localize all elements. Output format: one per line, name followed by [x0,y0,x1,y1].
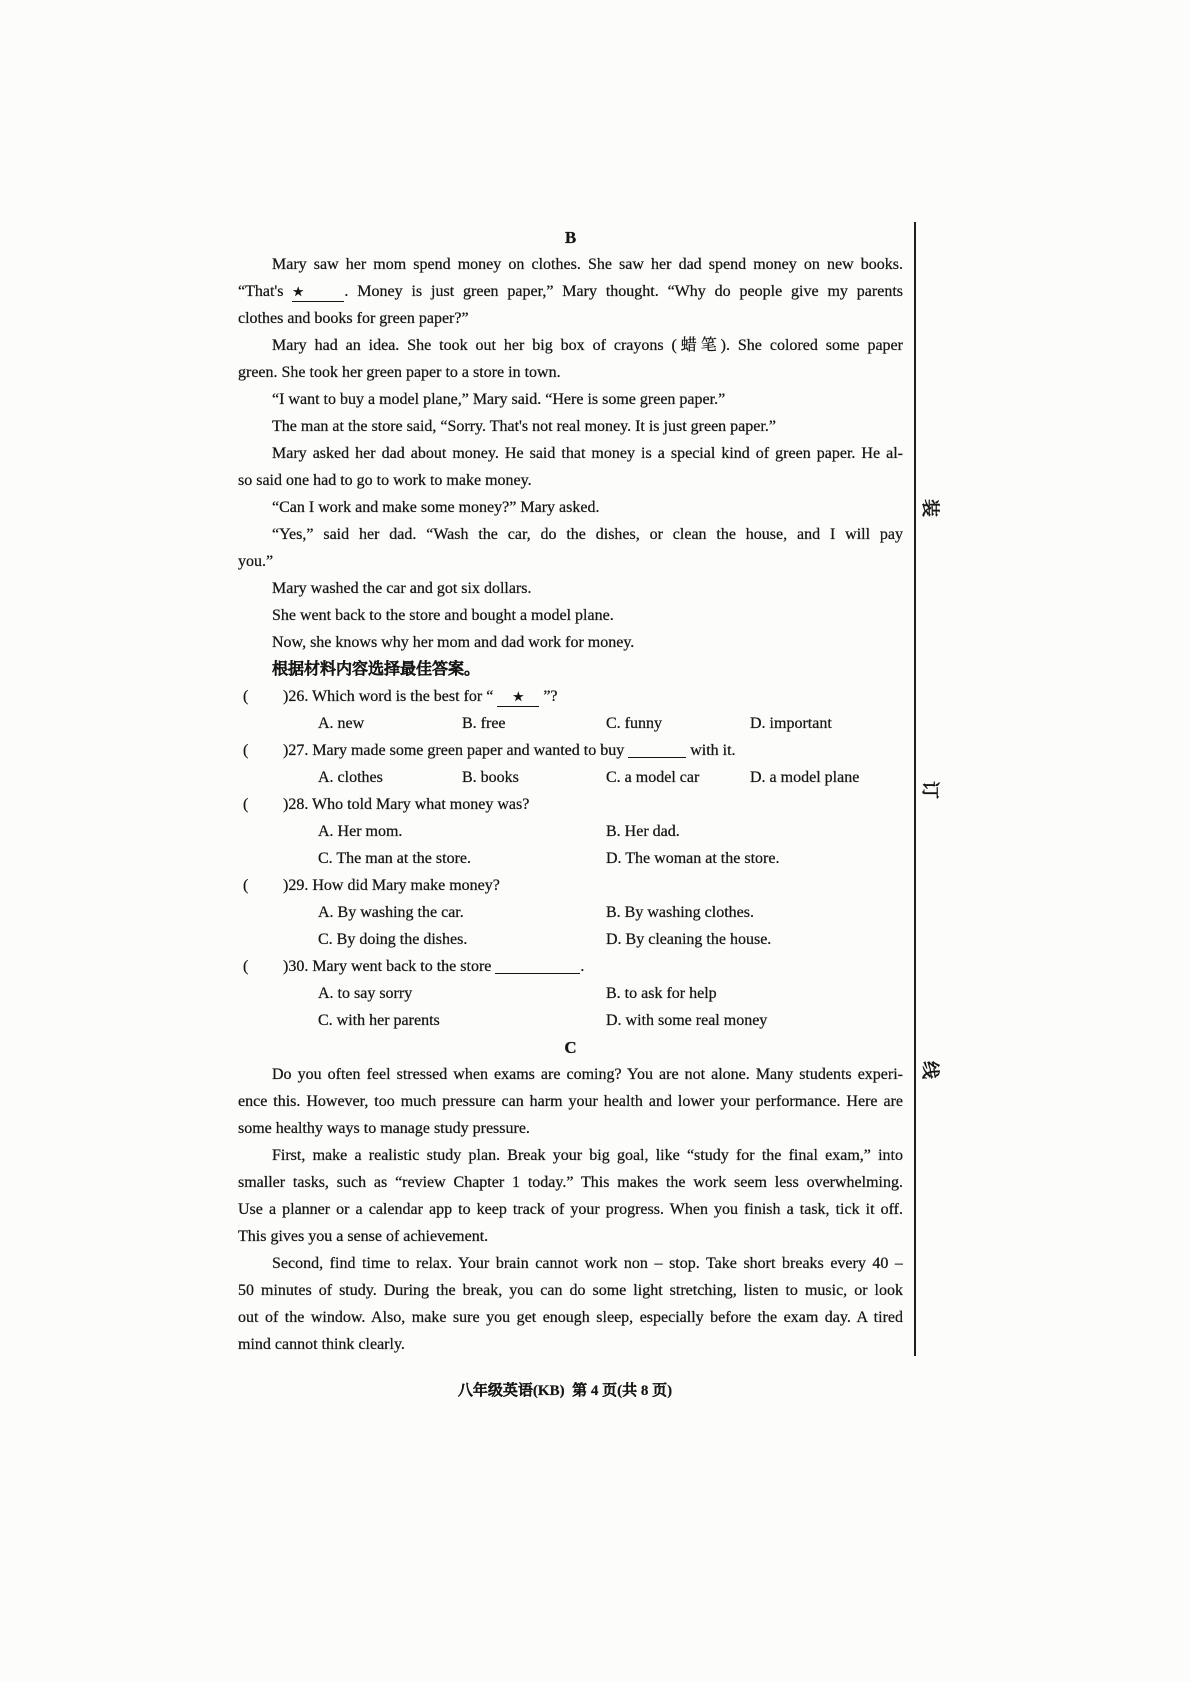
question-instruction: 根据材料内容选择最佳答案。 [272,661,481,678]
page-content [238,224,903,1358]
options-row [238,926,903,953]
passage-line: some healthy ways to manage study pressure. [238,1120,530,1137]
answer-bracket-close: ) [283,796,289,813]
passage-b [238,251,903,656]
passage-line: Mary asked her dad about money. He said that money is a special kind of green paper. He al- [272,445,903,462]
question-stem-end: . [580,958,585,975]
section-c-heading: C [564,1038,577,1057]
star-blank: ★ [292,285,344,302]
question-number: 30. [288,958,309,975]
option-a: A. clothes [318,769,383,786]
answer-bracket-close: ) [283,958,289,975]
options-row [238,845,903,872]
passage-line: 50 minutes of study. During the break, you can do some light stretching, listen to music, or look [238,1282,903,1299]
paragraph [238,1250,903,1358]
passage-line: First, make a realistic study plan. Break your big goal, like “study for the final exam,” into [272,1147,903,1164]
question-stem-end: with it. [690,742,736,759]
paragraph [238,521,903,575]
passage-line: “Yes,” said her dad. “Wash the car, do the dishes, or clean the house, and I will pay [272,526,903,543]
option-c: C. a model car [606,769,700,786]
option-c: C. The man at the store. [318,850,471,867]
question-text [283,872,500,899]
question-text [283,683,558,710]
paragraph [238,251,903,332]
passage-line: Mary washed the car and got six dollars. [272,580,532,597]
options-row [238,710,903,737]
passage-line: clothes and books for green paper?” [238,310,469,327]
passage-line: She went back to the store and bought a model plane. [272,607,614,624]
paragraph [238,1061,903,1142]
option-c: C. with her parents [318,1012,440,1029]
option-d: D. important [750,715,832,732]
option-d: D. with some real money [606,1012,768,1029]
star-blank: ★ [497,690,539,707]
question-28 [238,791,903,872]
question-number: 26. [288,688,309,705]
passage-line: you.” [238,553,274,570]
passage-line: mind cannot think clearly. [238,1336,405,1353]
passage-line: Mary had an idea. She took out her big box of crayons (蜡笔). She colored some paper [272,337,903,354]
answer-blank [628,756,686,758]
passage-line: “Can I work and make some money?” Mary asked. [272,499,600,516]
passage-line: ence this. However, too much pressure can harm your health and lower your performance. Here are [238,1093,903,1110]
passage-line: so said one had to go to work to make money. [238,472,532,489]
question-stem-end: ”? [543,688,558,705]
option-c: C. By doing the dishes. [318,931,468,948]
question-stem-row [238,953,903,980]
passage-line: Mary saw her mom spend money on clothes. She saw her dad spend money on new books. [272,256,903,273]
question-stem: Mary made some green paper and wanted to buy [312,742,625,759]
paragraph [238,440,903,494]
options-row [238,1007,903,1034]
paragraph [238,386,903,413]
passage-line: Now, she knows why her mom and dad work for money. [272,634,635,651]
question-stem-row [238,791,903,818]
passage-line: smaller tasks, such as “review Chapter 1 today.” This makes the work seem less overwhelming. [238,1174,903,1191]
question-27 [238,737,903,791]
options-row [238,980,903,1007]
option-b: B. free [462,715,506,732]
question-stem-row [238,683,903,710]
passage-line: Do you often feel stressed when exams are coming? You are not alone. Many students experi- [272,1066,903,1083]
paragraph [238,629,903,656]
passage-line: This gives you a sense of achievement. [238,1228,489,1245]
question-30 [238,953,903,1034]
question-stem: Which word is the best for “ [312,688,494,705]
question-26 [238,683,903,737]
passage-line-with-blank [238,278,903,305]
question-text [283,737,736,764]
paragraph [238,575,903,602]
binding-mark-xian: 线 [919,1061,940,1079]
passage-line: green. She took her green paper to a store in town. [238,364,561,381]
paragraph [238,332,903,386]
option-b: B. books [462,769,519,786]
option-b: B. Her dad. [606,823,680,840]
binding-line [914,222,916,1356]
options-row [238,764,903,791]
options-row [238,899,903,926]
section-b-heading: B [564,228,577,247]
answer-bracket-open: ( [243,877,249,894]
option-a: A. to say sorry [318,985,413,1002]
passage-text: . Money is just green paper,” Mary thought. “Why do people give my parents [344,283,903,300]
option-d: D. The woman at the store. [606,850,780,867]
answer-bracket-open: ( [243,958,249,975]
question-stem-row [238,872,903,899]
answer-bracket-close: ) [283,688,289,705]
answer-bracket-close: ) [283,877,289,894]
answer-blank [495,972,580,974]
option-a: A. By washing the car. [318,904,464,921]
paragraph [238,413,903,440]
passage-line: out of the window. Also, make sure you get enough sleep, especially before the exam day. A tired [238,1309,903,1326]
question-stem: Who told Mary what money was? [312,796,530,813]
passage-line: The man at the store said, “Sorry. That's not real money. It is just green paper.” [272,418,776,435]
question-number: 29. [288,877,309,894]
answer-bracket-open: ( [243,688,249,705]
paragraph [238,1142,903,1250]
option-d: D. a model plane [750,769,860,786]
option-b: B. to ask for help [606,985,717,1002]
question-text [283,953,584,980]
passage-line: “I want to buy a model plane,” Mary said. “Here is some green paper.” [272,391,726,408]
passage-text: “That's [238,283,284,300]
question-text [283,791,529,818]
answer-bracket-close: ) [283,742,289,759]
option-b: B. By washing clothes. [606,904,754,921]
passage-line: Use a planner or a calendar app to keep track of your progress. When you finish a task, tick it off. [238,1201,903,1218]
page-footer: 八年级英语(KB) 第 4 页(共 8 页) [457,1383,673,1399]
question-stem: Mary went back to the store [312,958,492,975]
question-stem: How did Mary make money? [312,877,500,894]
binding-mark-zhuang: 装 [919,499,940,517]
question-number: 28. [288,796,309,813]
passage-c [238,1061,903,1358]
option-a: A. Her mom. [318,823,403,840]
binding-mark-ding: 订 [919,781,940,799]
passage-line: Second, find time to relax. Your brain cannot work non – stop. Take short breaks every 40 – [272,1255,903,1272]
paragraph [238,602,903,629]
paragraph [238,494,903,521]
answer-bracket-open: ( [243,742,249,759]
option-c: C. funny [606,715,662,732]
question-stem-row [238,737,903,764]
question-29 [238,872,903,953]
options-row [238,818,903,845]
answer-bracket-open: ( [243,796,249,813]
option-d: D. By cleaning the house. [606,931,772,948]
question-number: 27. [288,742,309,759]
option-a: A. new [318,715,365,732]
